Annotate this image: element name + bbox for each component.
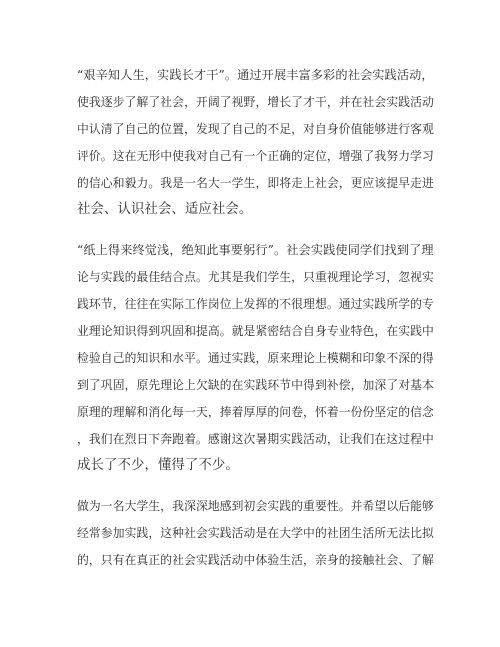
paragraph-1-line-4: 评价。这在无形中使我对自己有一个正确的定位，增强了我努力学习 <box>77 149 434 163</box>
paragraph-2-line-4: 业理论知识得到巩固和提高。就是紧密结合自身专业特色，在实践中 <box>77 324 434 338</box>
paragraph-2-line-9: 成长了不少，懂得了不少。 <box>77 458 239 473</box>
paragraph-2-line-5: 检验自己的知识和水平。通过实践，原来理论上模糊和印象不深的得 <box>77 351 434 365</box>
paragraph-2-line-1: “纸上得来终觉浅，绝知此事要躬行”。社会实践使同学们找到了理 <box>77 243 434 257</box>
paragraph-2-line-8: ，我们在烈日下奔跑着。感谢这次暑期实践活动，让我们在这过程中 <box>77 432 434 446</box>
paragraph-3-line-2: 经常参加实践，这种社会实践活动是在大学中的社团生活所无法比拟 <box>77 526 434 540</box>
paragraph-2-line-2: 论与实践的最佳结合点。尤其是我们学生，只重视理论学习，忽视实 <box>77 270 434 284</box>
paragraph-3-line-1: 做为一名大学生，我深深地感到初会实践的重要性。并希望以后能够 <box>77 499 434 513</box>
paragraph-2-line-7: 原理的理解和消化每一天，捧着厚厚的问卷，怀着一份份坚定的信念 <box>77 405 434 419</box>
paragraph-1-line-6: 社会、认识社会、适应社会。 <box>77 202 253 217</box>
paragraph-1-line-5: 的信心和毅力。我是一名大一学生，即将走上社会，更应该提早走进 <box>77 176 434 190</box>
paragraph-1-line-1: “艰辛知人生，实践长才干”。通过开展丰富多彩的社会实践活动， <box>77 68 434 82</box>
paragraph-1-line-3: 中认清了自己的位置，发现了自己的不足，对自身价值能够进行客观 <box>77 122 434 136</box>
paragraph-3-line-3: 的，只有在真正的社会实践活动中体验生活，亲身的接触社会、了解 <box>77 553 434 567</box>
paragraph-1-line-2: 使我逐步了解了社会，开阔了视野，增长了才干，并在社会实践活动 <box>77 95 434 109</box>
paragraph-2-line-6: 到了巩固，原先理论上欠缺的在实践环节中得到补偿，加深了对基本 <box>77 378 434 392</box>
paragraph-2-line-3: 践环节，往往在实际工作岗位上发挥的不很理想。通过实践所学的专 <box>77 297 434 311</box>
